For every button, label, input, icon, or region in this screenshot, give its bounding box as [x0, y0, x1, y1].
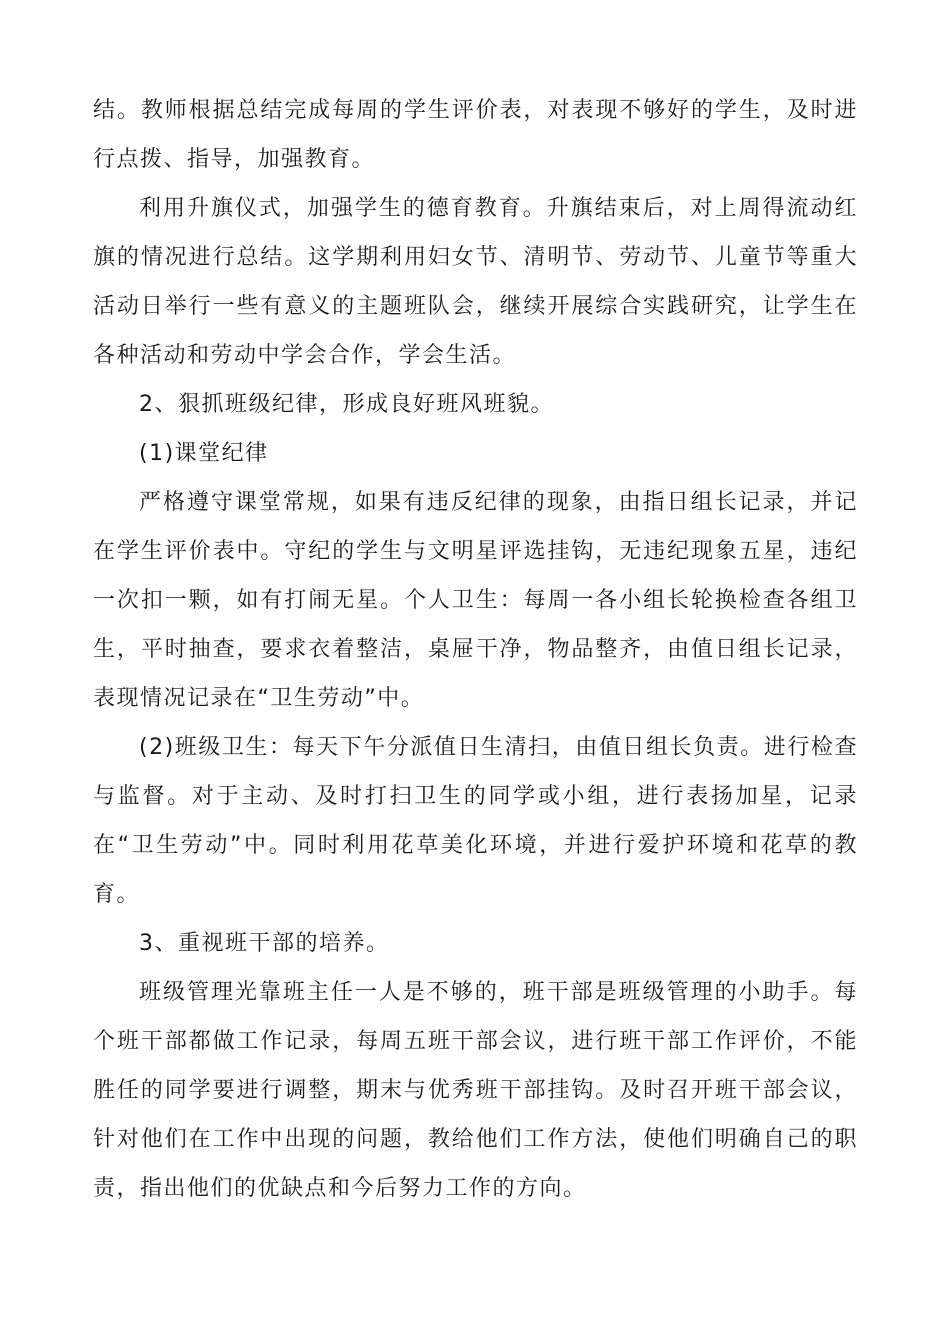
paragraph-classroom-discipline: 严格遵守课堂常规，如果有违反纪律的现象，由指日组长记录，并记在学生评价表中。守纪的学生与文明星评选挂钩，无违纪现象五星，违纪一次扣一颗，如有打闹无星。个人卫生：每周一各小组长轮换检查各组卫生，平时抽查，要求衣着整洁，桌屉干净，物品整齐，由值日组长记录，表现情况记录在“卫生劳动”中。 — [93, 490, 858, 711]
paragraph-class-cadres: 班级管理光靠班主任一人是不够的，班干部是班级管理的小助手。每个班干部都做工作记录，每周五班干部会议，进行班干部工作评价，不能胜任的同学要进行调整，期末与优秀班干部挂钩。及时召开班干部会议，针对他们在工作中出现的问题，教给他们工作方法，使他们明确自己的职责，指出他们的优缺点和今后努力工作的方向。 — [93, 980, 858, 1201]
document-page — [93, 86, 858, 1213]
subsection-heading-classroom-discipline: (1)课堂纪律 — [139, 441, 269, 466]
paragraph-flag-raising: 利用升旗仪式，加强学生的德育教育。升旗结束后，对上周得流动红旗的情况进行总结。这学期利用妇女节、清明节、劳动节、儿童节等重大活动日举行一些有意义的主题班队会，继续开展综合实践研究，让学生在各种活动和劳动中学会合作，学会生活。 — [93, 196, 858, 368]
paragraph-continuation: 结。教师根据总结完成每周的学生评价表，对表现不够好的学生，及时进行点拨、指导，加强教育。 — [93, 98, 858, 172]
section-heading-class-cadres: 3、重视班干部的培养。 — [139, 931, 390, 956]
section-heading-discipline: 2、狠抓班级纪律，形成良好班风班貌。 — [139, 392, 554, 417]
paragraph-class-hygiene: (2)班级卫生：每天下午分派值日生清扫，由值日组长负责。进行检查与监督。对于主动、及时打扫卫生的同学或小组，进行表扬加星，记录在“卫生劳动”中。同时利用花草美化环境，并进行爱护环境和花草的教育。 — [93, 735, 858, 907]
